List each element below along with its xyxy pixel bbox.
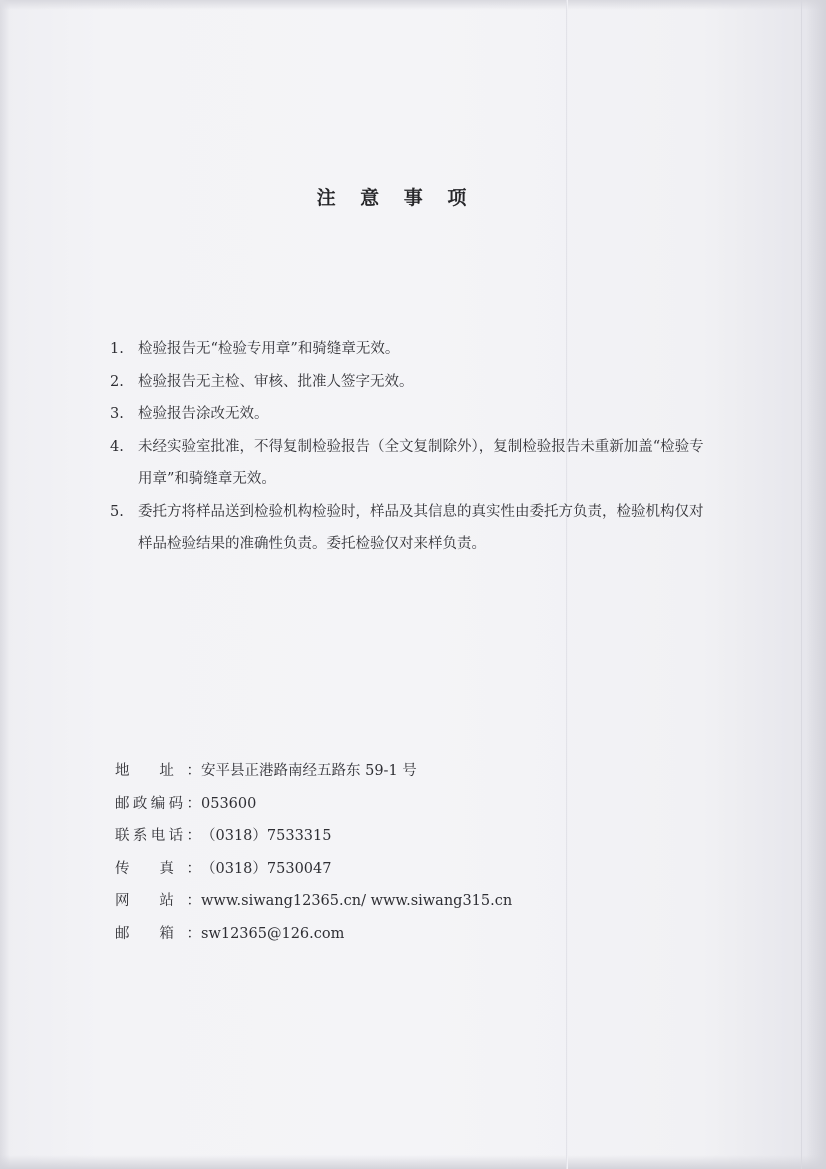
contact-website-row <box>115 887 512 920</box>
scan-edge-bottom <box>0 1155 826 1169</box>
fax-value: （0318）7530047 <box>201 860 332 877</box>
phone-label: 联系电话： <box>115 828 201 845</box>
note-text: 未经实验室批准，不得复制检验报告（全文复制除外），复制检验报告未重新加盖“检验专用章”和骑缝章无效。 <box>138 438 704 487</box>
contact-info <box>115 757 512 953</box>
website-label: 网 站： <box>115 893 201 910</box>
scan-edge-left <box>0 0 10 1169</box>
page-edge-line <box>801 0 802 1169</box>
contact-phone-row <box>115 822 512 855</box>
note-text: 委托方将样品送到检验机构检验时，样品及其信息的真实性由委托方负责，检验机构仅对样品检验结果的准确性负责。委托检验仅对来样负责。 <box>138 503 704 552</box>
contact-postcode-row <box>115 790 512 823</box>
note-number: 2. <box>110 373 124 390</box>
note-number: 4. <box>110 438 124 455</box>
website-value: www.siwang12365.cn/ www.siwang315.cn <box>201 893 513 910</box>
note-text: 检验报告涂改无效。 <box>138 406 269 422</box>
note-number: 3. <box>110 406 124 422</box>
note-item-4 <box>110 431 710 496</box>
note-item-3 <box>110 398 710 431</box>
email-value: sw12365@126.com <box>201 925 345 942</box>
contact-fax-row <box>115 855 512 888</box>
scan-edge-top <box>0 0 826 10</box>
address-label: 地 址： <box>115 763 201 779</box>
email-label: 邮 箱： <box>115 925 201 942</box>
page-fold-line <box>566 0 568 1169</box>
note-item-1 <box>110 333 710 366</box>
postcode-label: 邮政编码： <box>115 795 201 812</box>
phone-value: （0318）7533315 <box>201 828 332 845</box>
note-item-5 <box>110 496 710 561</box>
note-text: 检验报告无“检验专用章”和骑缝章无效。 <box>138 341 400 357</box>
contact-email-row <box>115 920 512 953</box>
contact-address-row <box>115 757 512 790</box>
notes-list <box>110 333 710 561</box>
fax-label: 传 真： <box>115 860 201 877</box>
scan-edge-right <box>806 0 826 1169</box>
note-text: 检验报告无主检、审核、批准人签字无效。 <box>138 373 414 390</box>
note-number: 5. <box>110 503 124 520</box>
address-value: 安平县正港路南经五路东 59-1 号 <box>201 763 417 779</box>
postcode-value: 053600 <box>201 795 257 812</box>
note-number: 1. <box>110 341 124 357</box>
note-item-2 <box>110 366 710 399</box>
page-title: 注 意 事 项 <box>316 187 476 209</box>
